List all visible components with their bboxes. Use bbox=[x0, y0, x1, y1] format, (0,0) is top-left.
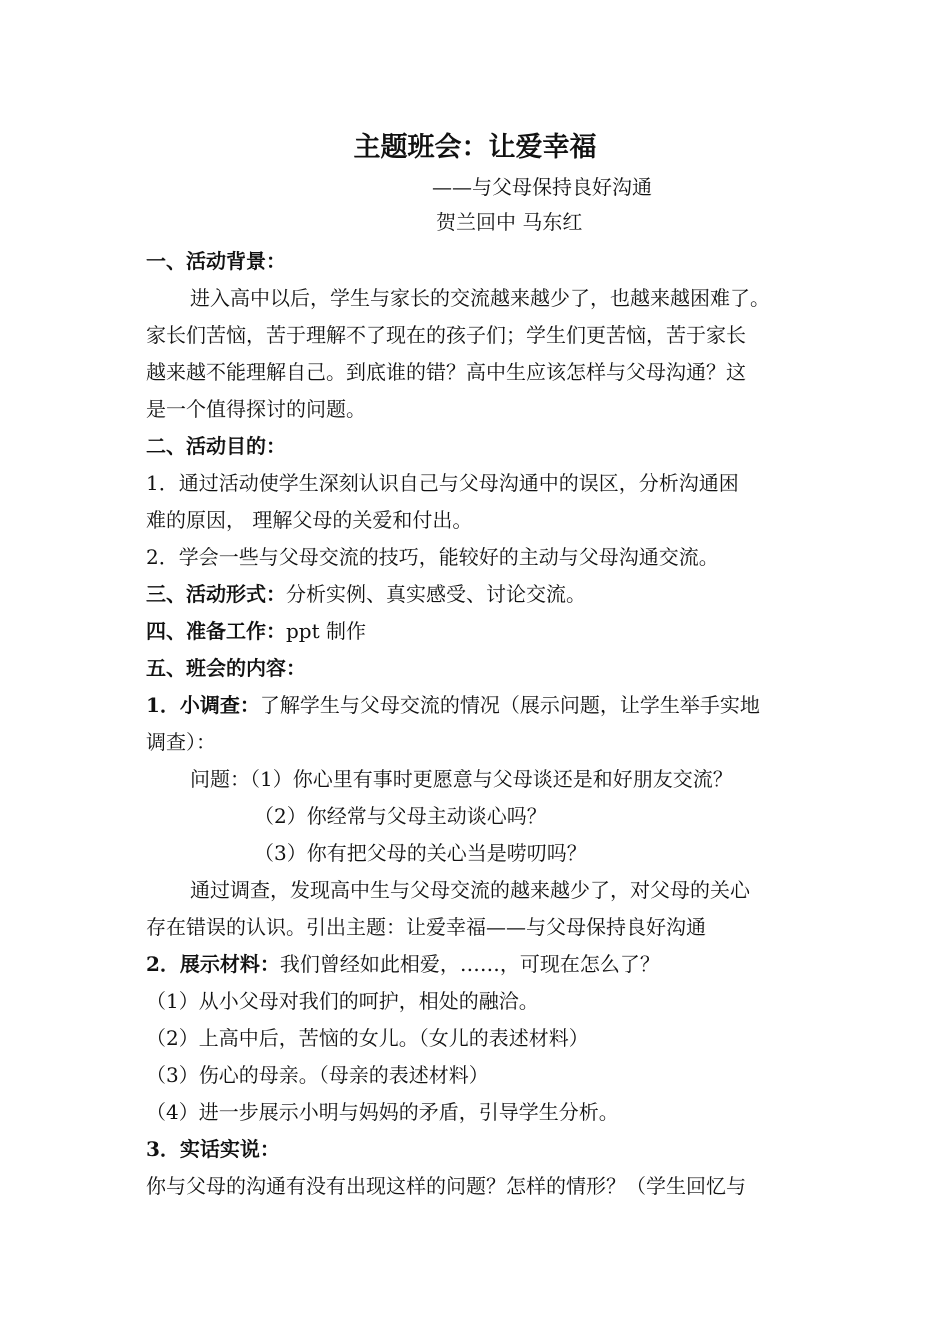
section-heading-background: 一、活动背景： bbox=[146, 249, 286, 273]
section-heading-prep: 四、准备工作： bbox=[146, 619, 286, 643]
paragraph-line: 家长们苦恼，苦于理解不了现在的孩子们；学生们更苦恼，苦于家长 bbox=[146, 323, 746, 347]
section-prep-line bbox=[146, 614, 366, 648]
paragraph-line: 越来越不能理解自己。到底谁的错？高中生应该怎样与父母沟通？这 bbox=[146, 360, 746, 384]
paragraph-line: 1．通过活动使学生深刻认识自己与父母沟通中的误区，分析沟通困 bbox=[146, 471, 739, 495]
materials-text: 我们曾经如此相爱，……，可现在怎么了？ bbox=[279, 952, 660, 976]
survey-question: 问题：（1）你心里有事时更愿意与父母谈还是和好朋友交流？ bbox=[190, 767, 733, 791]
section-form-text: 分析实例、真实感受、讨论交流。 bbox=[286, 582, 586, 606]
paragraph-line: 你与父母的沟通有没有出现这样的问题？怎样的情形？（学生回忆与 bbox=[146, 1174, 746, 1198]
survey-question: （3）你有把父母的关心当是唠叨吗？ bbox=[254, 841, 587, 865]
section-heading-form: 三、活动形式： bbox=[146, 582, 286, 606]
survey-text: 了解学生与父母交流的情况（展示问题，让学生举手实地 bbox=[259, 693, 760, 717]
list-item: （2）上高中后，苦恼的女儿。（女儿的表述材料） bbox=[146, 1026, 589, 1050]
paragraph-line: 2．学会一些与父母交流的技巧，能较好的主动与父母沟通交流。 bbox=[146, 545, 719, 569]
talk-label: 3．实话实说： bbox=[146, 1137, 280, 1161]
paragraph-line: 难的原因， 理解父母的关爱和付出。 bbox=[146, 508, 473, 532]
section-heading-content: 五、班会的内容： bbox=[146, 656, 306, 680]
paragraph-line: 调查）： bbox=[146, 730, 216, 754]
paragraph-line: 通过调查，发现高中生与父母交流的越来越少了，对父母的关心 bbox=[190, 878, 750, 902]
paragraph-line: 是一个值得探讨的问题。 bbox=[146, 397, 366, 421]
survey-question: （2）你经常与父母主动谈心吗？ bbox=[254, 804, 547, 828]
section-heading-goals: 二、活动目的： bbox=[146, 434, 286, 458]
paragraph-line: 进入高中以后，学生与家长的交流越来越少了，也越来越困难了。 bbox=[190, 286, 770, 310]
list-item: （4）进一步展示小明与妈妈的矛盾，引导学生分析。 bbox=[146, 1100, 619, 1124]
materials-label: 2．展示材料： bbox=[146, 952, 280, 976]
list-item: （3）伤心的母亲。（母亲的表述材料） bbox=[146, 1063, 489, 1087]
document-subtitle: ——与父母保持良好沟通 bbox=[432, 175, 652, 199]
section-form-line bbox=[146, 577, 586, 611]
survey-label: 1．小调查： bbox=[146, 693, 260, 717]
survey-line bbox=[146, 688, 760, 722]
list-item: （1）从小父母对我们的呵护，相处的融洽。 bbox=[146, 989, 539, 1013]
materials-line bbox=[146, 947, 660, 981]
paragraph-line: 存在错误的认识。引出主题：让爱幸福——与父母保持良好沟通 bbox=[146, 915, 706, 939]
document-title: 主题班会：让爱幸福 bbox=[353, 132, 597, 163]
document-author: 贺兰回中 马东红 bbox=[436, 210, 583, 234]
section-prep-text: ppt 制作 bbox=[286, 619, 366, 643]
